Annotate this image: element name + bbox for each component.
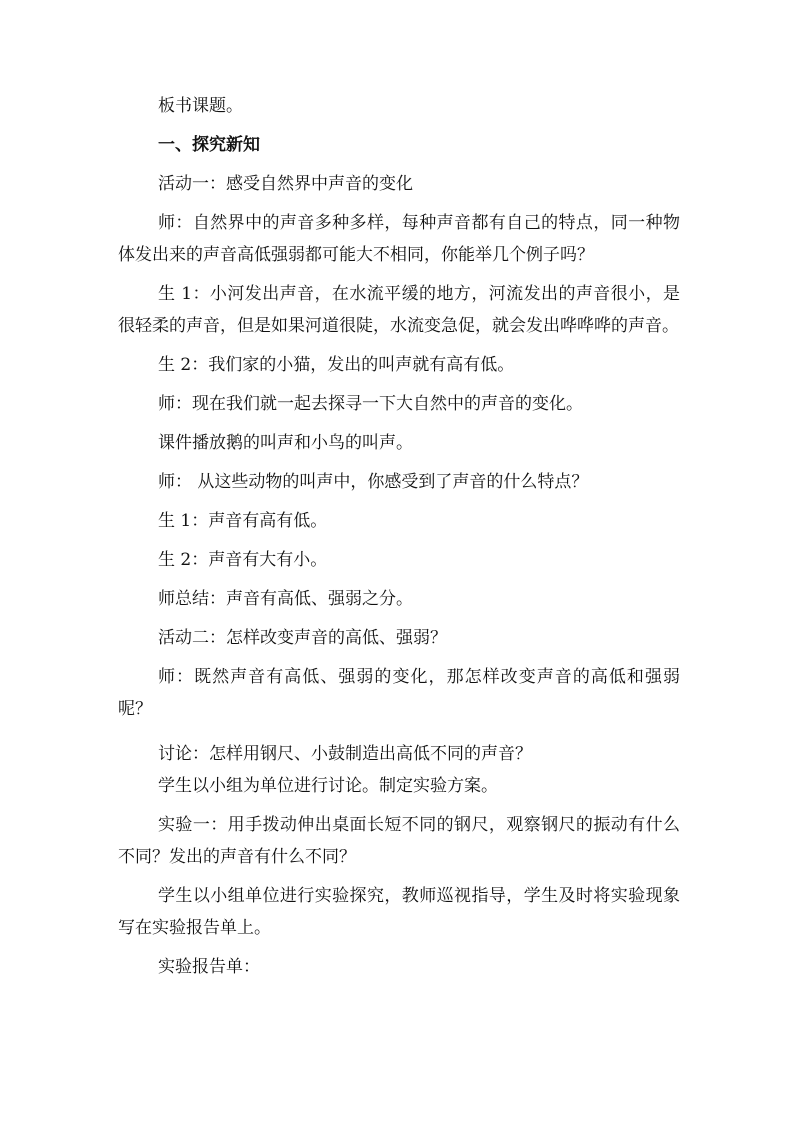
- paragraph-discussion: 讨论：怎样用钢尺、小鼓制造出高低不同的声音？: [158, 744, 532, 764]
- paragraph-teacher-question: 师：自然界中的声音多种多样，每种声音都有自己的特点，同一种物体发出来的声音高低强弱都可能大不相同，你能举几个例子吗？: [118, 213, 680, 265]
- activity-one-heading: 活动一：感受自然界中声音的变化: [158, 174, 413, 194]
- activity-two-heading: 活动二：怎样改变声音的高低、强弱？: [158, 628, 447, 648]
- paragraph-experiment-one: 实验一：用手拨动伸出桌面长短不同的钢尺，观察钢尺的振动有什么不同？发出的声音有什么不同？: [118, 815, 680, 867]
- paragraph-teacher-summary: 师总结：声音有高低、强弱之分。: [158, 589, 413, 609]
- paragraph-report-sheet: 实验报告单：: [158, 957, 260, 977]
- section-heading-explore: 一、探究新知: [158, 135, 260, 155]
- paragraph-student1-river: 生 1：小河发出声音，在水流平缓的地方，河流发出的声音很小，是很轻柔的声音，但是如果河道很陡，水流变急促，就会发出哗哗哗的声音。: [118, 284, 680, 336]
- document-body: [118, 90, 680, 990]
- paragraph-teacher-features: 师： 从这些动物的叫声中，你感受到了声音的什么特点？: [158, 472, 589, 492]
- paragraph-group-discussion: 学生以小组为单位进行讨论。制定实验方案。: [158, 776, 498, 796]
- paragraph-student2-cat: 生 2：我们家的小猫，发出的叫声就有高有低。: [158, 355, 515, 375]
- paragraph-board-title: 板书课题。: [158, 96, 243, 116]
- paragraph-courseware: 课件播放鹅的叫声和小鸟的叫声。: [158, 433, 413, 453]
- paragraph-teacher-how: 师：既然声音有高低、强弱的变化，那怎样改变声音的高低和强弱呢？: [118, 667, 680, 719]
- paragraph-student2-volume: 生 2：声音有大有小。: [158, 550, 328, 570]
- paragraph-teacher-explore: 师：现在我们就一起去探寻一下大自然中的声音的变化。: [158, 394, 583, 414]
- paragraph-student1-pitch: 生 1：声音有高有低。: [158, 511, 328, 531]
- paragraph-group-experiment: 学生以小组单位进行实验探究，教师巡视指导，学生及时将实验现象写在实验报告单上。: [118, 886, 680, 938]
